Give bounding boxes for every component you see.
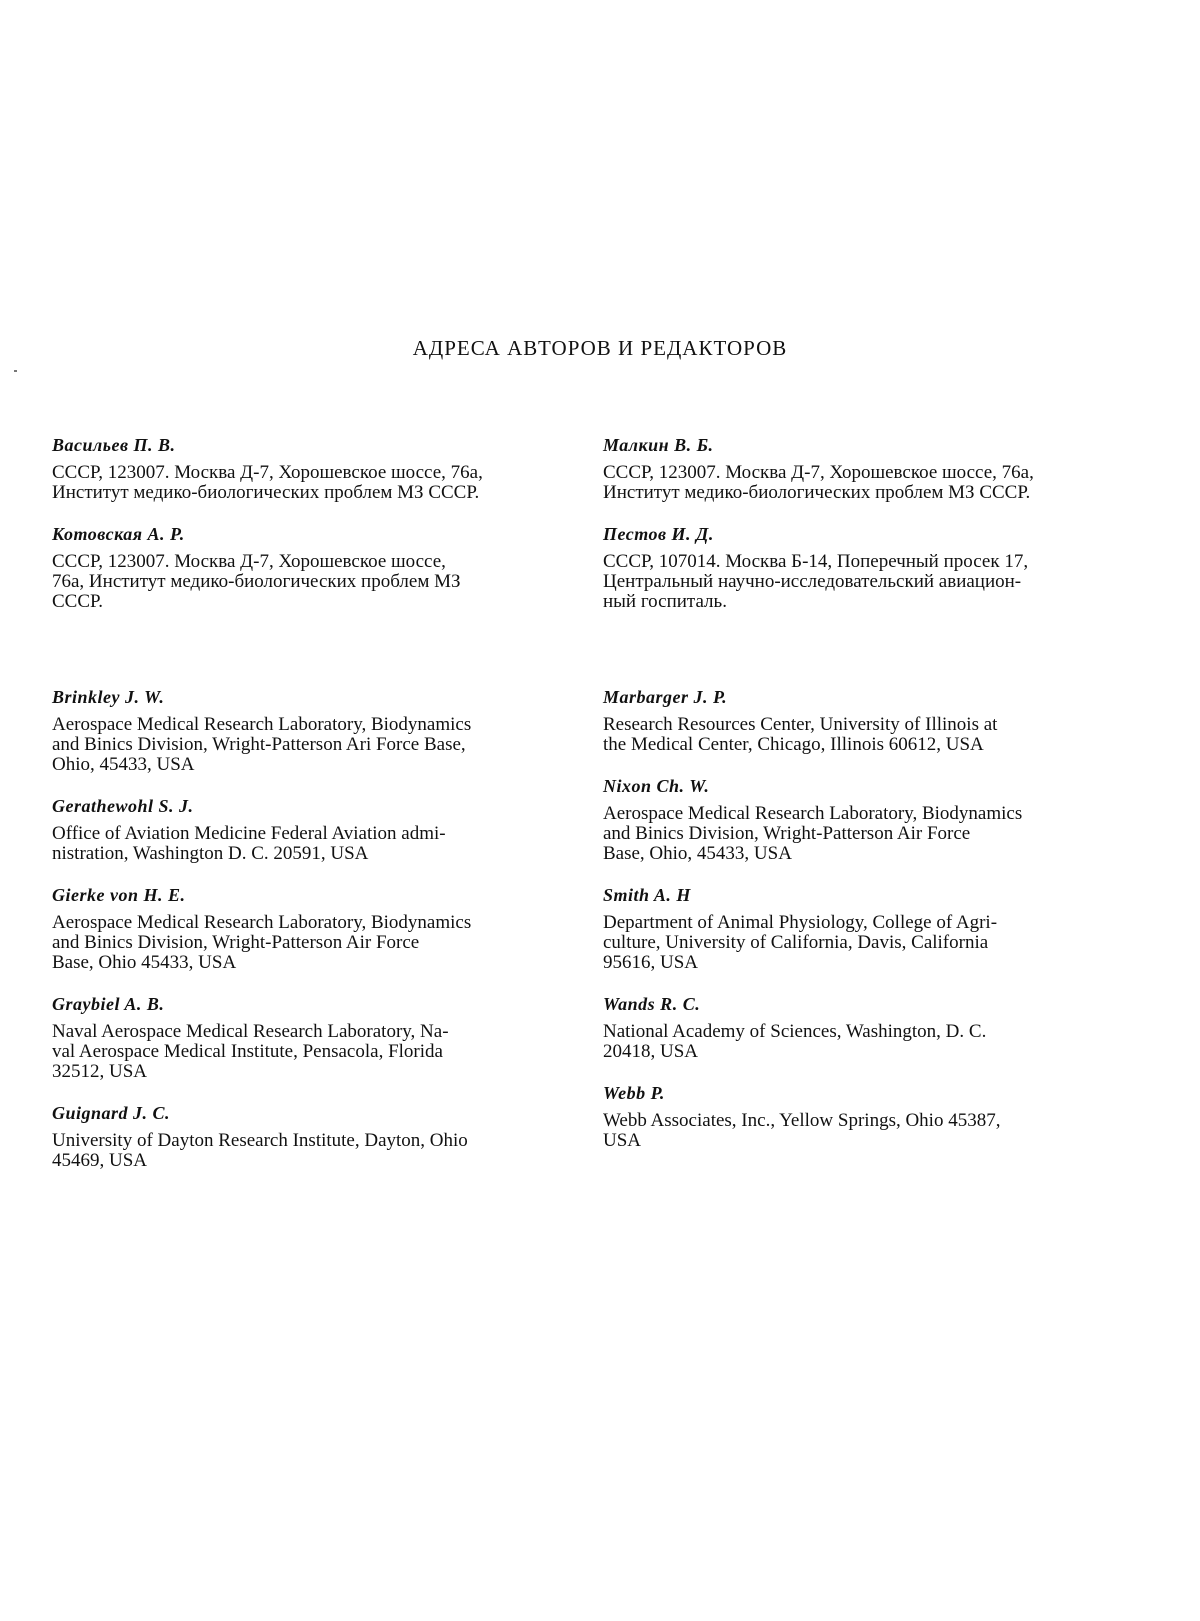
author-name: Gierke von H. E. (52, 885, 186, 905)
author-name: Webb P. (603, 1083, 665, 1103)
author-entry (52, 992, 572, 1082)
author-address: Office of Aviation Medicine Federal Aviation admi- nistration, Washington D. C. 20591, USA (52, 823, 446, 864)
author-name: Котовская А. Р. (52, 524, 185, 544)
scan-speck (14, 370, 17, 372)
author-address: Naval Aerospace Medical Research Laboratory, Na- val Aerospace Medical Institute, Pensacola, Florida 32512, USA (52, 1021, 449, 1082)
author-name: Nixon Ch. W. (603, 776, 710, 796)
author-address: СССР, 123007. Москва Д-7, Хорошевское шоссе, 76а, Институт медико-биологических проблем МЗ СССР. (52, 551, 461, 612)
author-entry (603, 1081, 1123, 1151)
author-entry (52, 685, 572, 775)
author-name: Wands R. C. (603, 994, 701, 1014)
author-address: СССР, 107014. Москва Б-14, Поперечный просек 17, Центральный научно-исследовательский авиацион- ный госпиталь. (603, 551, 1029, 612)
author-entry (603, 992, 1123, 1062)
author-name: Gerathewohl S. J. (52, 796, 194, 816)
author-address: Research Resources Center, University of Illinois at the Medical Center, Chicago, Illinois 60612, USA (603, 714, 998, 755)
author-entry (52, 883, 572, 973)
author-name: Малкин В. Б. (603, 435, 714, 455)
author-address: University of Dayton Research Institute, Dayton, Ohio 45469, USA (52, 1130, 468, 1171)
author-name: Васильев П. В. (52, 435, 176, 455)
author-address: Aerospace Medical Research Laboratory, Biodynamics and Binics Division, Wright-Patterson Air Force Base, Ohio 45433, USA (52, 912, 472, 973)
author-entry (52, 433, 572, 503)
author-name: Marbarger J. P. (603, 687, 728, 707)
author-address: СССР, 123007. Москва Д-7, Хорошевское шоссе, 76а, Институт медико-биологических проблем МЗ СССР. (52, 462, 483, 503)
author-address: СССР, 123007. Москва Д-7, Хорошевское шоссе, 76а, Институт медико-биологических проблем МЗ СССР. (603, 462, 1034, 503)
author-entry (603, 883, 1123, 973)
author-address: National Academy of Sciences, Washington, D. C. 20418, USA (603, 1021, 987, 1062)
author-address: Webb Associates, Inc., Yellow Springs, Ohio 45387, USA (603, 1110, 1001, 1151)
author-name: Graybiel A. B. (52, 994, 165, 1014)
author-name: Brinkley J. W. (52, 687, 165, 707)
author-entry (52, 794, 572, 864)
page-title: АДРЕСА АВТОРОВ И РЕДАКТОРОВ (412, 336, 788, 360)
author-address: Department of Animal Physiology, College of Agri- culture, University of California, Davis, California 95616, USA (603, 912, 998, 973)
author-entry (603, 685, 1123, 755)
author-name: Smith A. H (603, 885, 691, 905)
author-entry (603, 774, 1123, 864)
author-name: Пестов И. Д. (603, 524, 714, 544)
author-entry (52, 522, 572, 612)
author-entry (603, 433, 1123, 503)
author-entry (603, 522, 1123, 612)
author-address: Aerospace Medical Research Laboratory, Biodynamics and Binics Division, Wright-Patterson Air Force Base, Ohio, 45433, USA (603, 803, 1023, 864)
author-address: Aerospace Medical Research Laboratory, Biodynamics and Binics Division, Wright-Patterson Ari Force Base, Ohio, 45433, USA (52, 714, 472, 775)
author-name: Guignard J. C. (52, 1103, 171, 1123)
author-entry (52, 1101, 572, 1171)
